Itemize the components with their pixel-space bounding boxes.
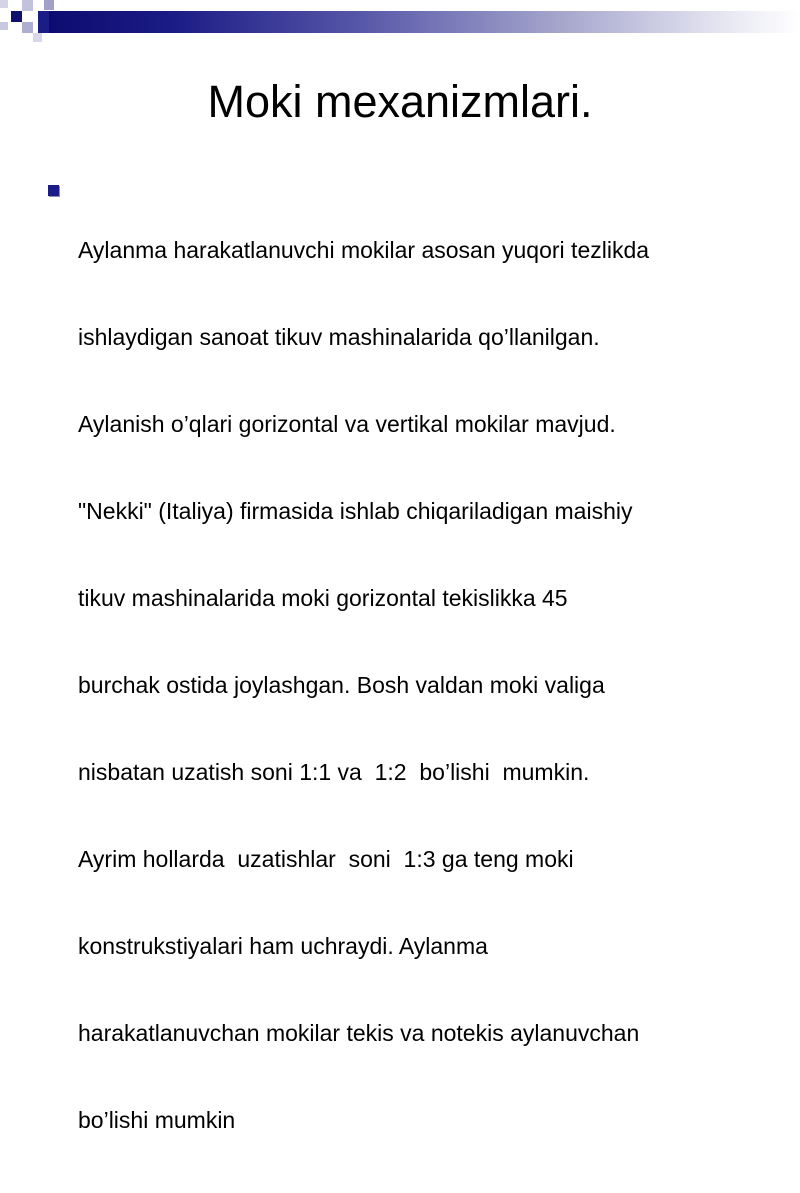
header-decoration [0, 0, 800, 48]
deco-square [38, 11, 49, 33]
bullet-line: harakatlanuvchan mokilar tekis va notekis aylanuvchan [78, 1020, 640, 1046]
slide-title: Moki mexanizmlari. [207, 76, 593, 127]
bullet-line: Ayrim hollarda uzatishlar soni 1:3 ga teng moki [78, 846, 574, 872]
deco-square [11, 11, 22, 22]
deco-square [0, 22, 8, 30]
bullet-line: Aylanish o’qlari gorizontal va vertikal mokilar mavjud. [78, 411, 616, 437]
deco-square [0, 0, 8, 8]
bullet-line: Aylanma harakatlanuvchi mokilar asosan yuqori tezlikda [78, 237, 650, 263]
bullet-text [78, 178, 750, 1193]
bullet-line: "Nekki" (Italiya) firmasida ishlab chiqariladigan maishiy [78, 498, 633, 524]
deco-square [44, 0, 54, 10]
bullet-line: konstrukstiyalari ham uchraydi. Aylanma [78, 933, 488, 959]
header-gradient-bar [38, 11, 800, 33]
bullet-line: bo’lishi mumkin [78, 1107, 236, 1133]
bullet-line: burchak ostida joylashgan. Bosh valdan moki valiga [78, 672, 605, 698]
square-bullet-icon [48, 185, 59, 196]
bullet-item [48, 178, 748, 1193]
deco-square [22, 0, 33, 11]
bullet-line: nisbatan uzatish soni 1:1 va 1:2 bo’lishi mumkin. [78, 759, 590, 785]
bullet-line: tikuv mashinalarida moki gorizontal tekislikka 45 [78, 585, 568, 611]
deco-square [33, 33, 42, 42]
bullet-line: ishlaydigan sanoat tikuv mashinalarida qo’llanilgan. [78, 324, 600, 350]
deco-square [22, 22, 33, 33]
